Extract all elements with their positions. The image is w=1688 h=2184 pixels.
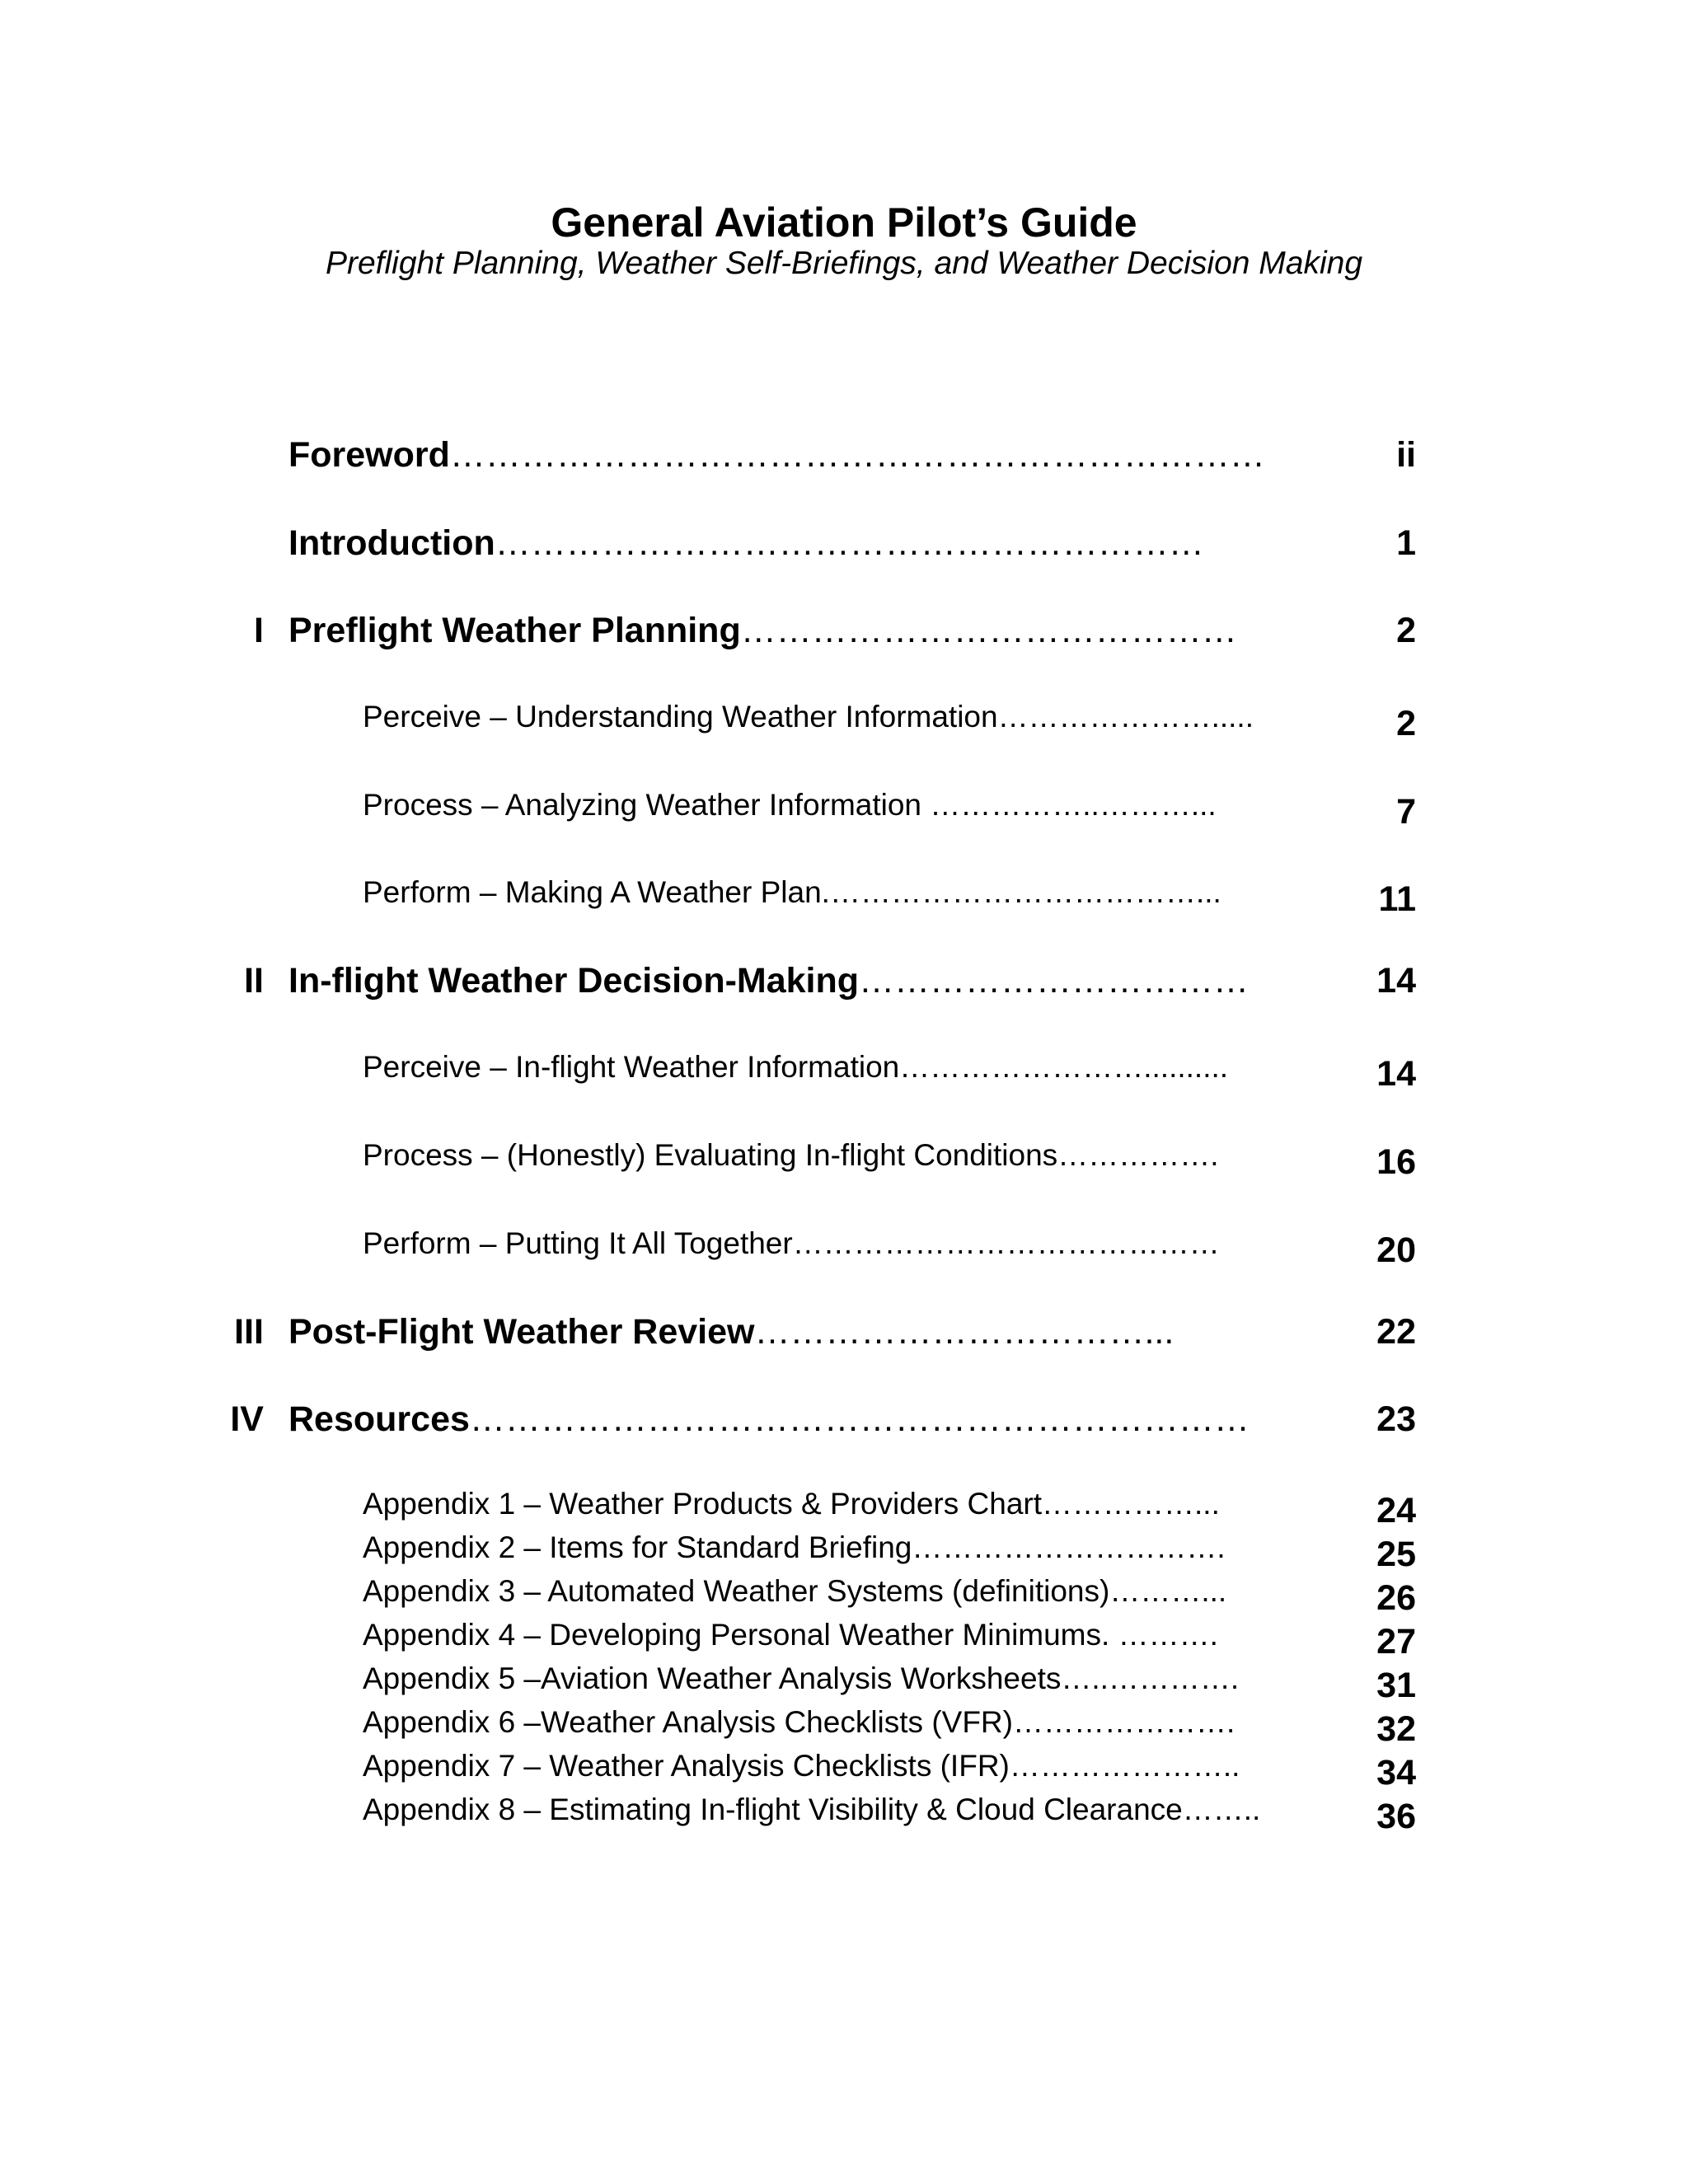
dot-leader: ………………………………………………………… [469, 1399, 1250, 1439]
toc-entry-page: 7 [1396, 792, 1416, 832]
toc-entry-title: Perceive – In-flight Weather Information…………………….......... [363, 1050, 1229, 1084]
toc-entry-title: Appendix 3 – Automated Weather Systems (definitions)………... [363, 1574, 1227, 1608]
toc-entry-title: Appendix 5 –Aviation Weather Analysis Worksheets…..…………. [363, 1661, 1240, 1695]
toc-entry-page: ii [1396, 435, 1416, 475]
toc-entry-appendix-2[interactable] [0, 1521, 1688, 1574]
dot-leader: …………………. [1012, 1705, 1236, 1739]
toc-entry-section-3[interactable] [0, 1305, 1688, 1355]
dot-leader: …………………………. [912, 1530, 1226, 1564]
toc-entry-perceive-1[interactable] [0, 691, 1688, 743]
toc-entry-page: 32 [1376, 1709, 1416, 1749]
dot-leader: …………………………………………………………… [449, 435, 1265, 475]
toc-entry-title: Foreword…………………………………………………………… [288, 435, 1265, 475]
toc-entry-number: III [234, 1312, 264, 1352]
toc-entry-section-4[interactable] [0, 1393, 1688, 1442]
toc-entry-title: Process – Analyzing Weather Information ……………..………... [363, 788, 1217, 822]
toc-entry-page: 24 [1376, 1491, 1416, 1530]
toc-entry-title: Introduction…………………………………………………… [288, 523, 1204, 563]
dot-leader: ………………….. [1009, 1749, 1240, 1783]
toc-entry-section-1[interactable] [0, 604, 1688, 654]
dot-leader: ……………..………... [930, 788, 1217, 822]
toc-entry-title: Perform – Putting It All Together…………………………………… [363, 1226, 1220, 1260]
toc-entry-foreword[interactable] [0, 429, 1688, 478]
toc-entry-process-1[interactable] [0, 779, 1688, 832]
toc-entry-process-2[interactable] [0, 1129, 1688, 1182]
toc-entry-title: Post-Flight Weather Review……………………………... [288, 1312, 1175, 1352]
toc-entry-page: 11 [1378, 879, 1416, 919]
dot-leader: …………………………………… [792, 1226, 1220, 1260]
toc-entry-appendix-7[interactable] [0, 1740, 1688, 1793]
toc-entry-title: Appendix 7 – Weather Analysis Checklists (IFR)………………….. [363, 1749, 1240, 1783]
toc-entry-title: Appendix 1 – Weather Products & Providers Chart……………... [363, 1487, 1220, 1521]
toc-entry-appendix-1[interactable] [0, 1478, 1688, 1530]
dot-leader: ………. [1118, 1618, 1218, 1652]
dot-leader: …………………………………………………… [495, 523, 1204, 563]
toc-entry-page: 2 [1396, 704, 1416, 743]
toc-entry-number: IV [230, 1399, 264, 1439]
dot-leader: …..…………. [1061, 1661, 1240, 1695]
toc-entry-title: Appendix 6 –Weather Analysis Checklists (VFR)…………………. [363, 1705, 1236, 1739]
toc-entry-page: 20 [1376, 1230, 1416, 1270]
toc-entry-appendix-8[interactable] [0, 1783, 1688, 1836]
toc-entry-title: Appendix 4 – Developing Personal Weather Minimums. ………. [363, 1618, 1218, 1652]
dot-leader: ……………………………... [754, 1312, 1175, 1352]
dot-leader: …………………………… [859, 961, 1250, 1001]
toc-entry-page: 22 [1376, 1312, 1416, 1352]
toc-entry-appendix-6[interactable] [0, 1696, 1688, 1749]
dot-leader: …………………….......... [899, 1050, 1229, 1084]
toc-entry-page: 25 [1376, 1535, 1416, 1574]
toc-entry-title: Perceive – Understanding Weather Information…………………..... [363, 700, 1254, 733]
toc-entry-number: II [244, 961, 264, 1001]
toc-entry-title: Preflight Weather Planning…………………………………… [288, 611, 1237, 650]
toc-entry-perceive-2[interactable] [0, 1041, 1688, 1094]
toc-entry-page: 27 [1376, 1622, 1416, 1661]
toc-entry-title: In-flight Weather Decision-Making…………………………… [288, 961, 1250, 1001]
toc-entry-page: 34 [1376, 1753, 1416, 1793]
toc-entry-appendix-4[interactable] [0, 1609, 1688, 1661]
toc-entry-page: 1 [1396, 523, 1416, 563]
toc-entry-perform-1[interactable] [0, 866, 1688, 919]
toc-entry-introduction[interactable] [0, 517, 1688, 566]
toc-entry-title: Appendix 2 – Items for Standard Briefing…………………………. [363, 1530, 1226, 1564]
document-subtitle: Preflight Planning, Weather Self-Briefings, and Weather Decision Making [325, 246, 1363, 281]
toc-entry-page: 14 [1376, 1054, 1416, 1094]
dot-leader: …….. [1182, 1793, 1261, 1826]
dot-leader: …………………..... [997, 700, 1254, 733]
toc-entry-title: Resources………………………………………………………… [288, 1399, 1250, 1439]
toc-entry-title: Appendix 8 – Estimating In-flight Visibility & Cloud Clearance…….. [363, 1793, 1261, 1826]
document-title: General Aviation Pilot’s Guide [551, 199, 1137, 246]
toc-entry-page: 16 [1376, 1142, 1416, 1182]
toc-entry-number: I [254, 611, 264, 650]
toc-entry-title: Process – (Honestly) Evaluating In-flight Conditions……………. [363, 1138, 1219, 1172]
toc-entry-page: 14 [1376, 961, 1416, 1001]
toc-entry-section-2[interactable] [0, 954, 1688, 1004]
toc-entry-page: 26 [1376, 1578, 1416, 1618]
toc-entry-page: 23 [1376, 1399, 1416, 1439]
dot-leader: …………………………………… [740, 611, 1237, 650]
toc-entry-page: 2 [1396, 611, 1416, 650]
dot-leader: ………... [1109, 1574, 1227, 1608]
dot-leader: ……………. [1057, 1138, 1219, 1172]
toc-entry-perform-2[interactable] [0, 1217, 1688, 1270]
toc-entry-title: Perform – Making A Weather Plan.………………………………... [363, 875, 1221, 909]
dot-leader: ………………………………... [829, 875, 1221, 909]
toc-entry-appendix-3[interactable] [0, 1565, 1688, 1618]
toc-entry-page: 31 [1376, 1666, 1416, 1705]
dot-leader: ……………... [1042, 1487, 1220, 1521]
toc-entry-appendix-5[interactable] [0, 1652, 1688, 1705]
toc-entry-page: 36 [1376, 1797, 1416, 1836]
